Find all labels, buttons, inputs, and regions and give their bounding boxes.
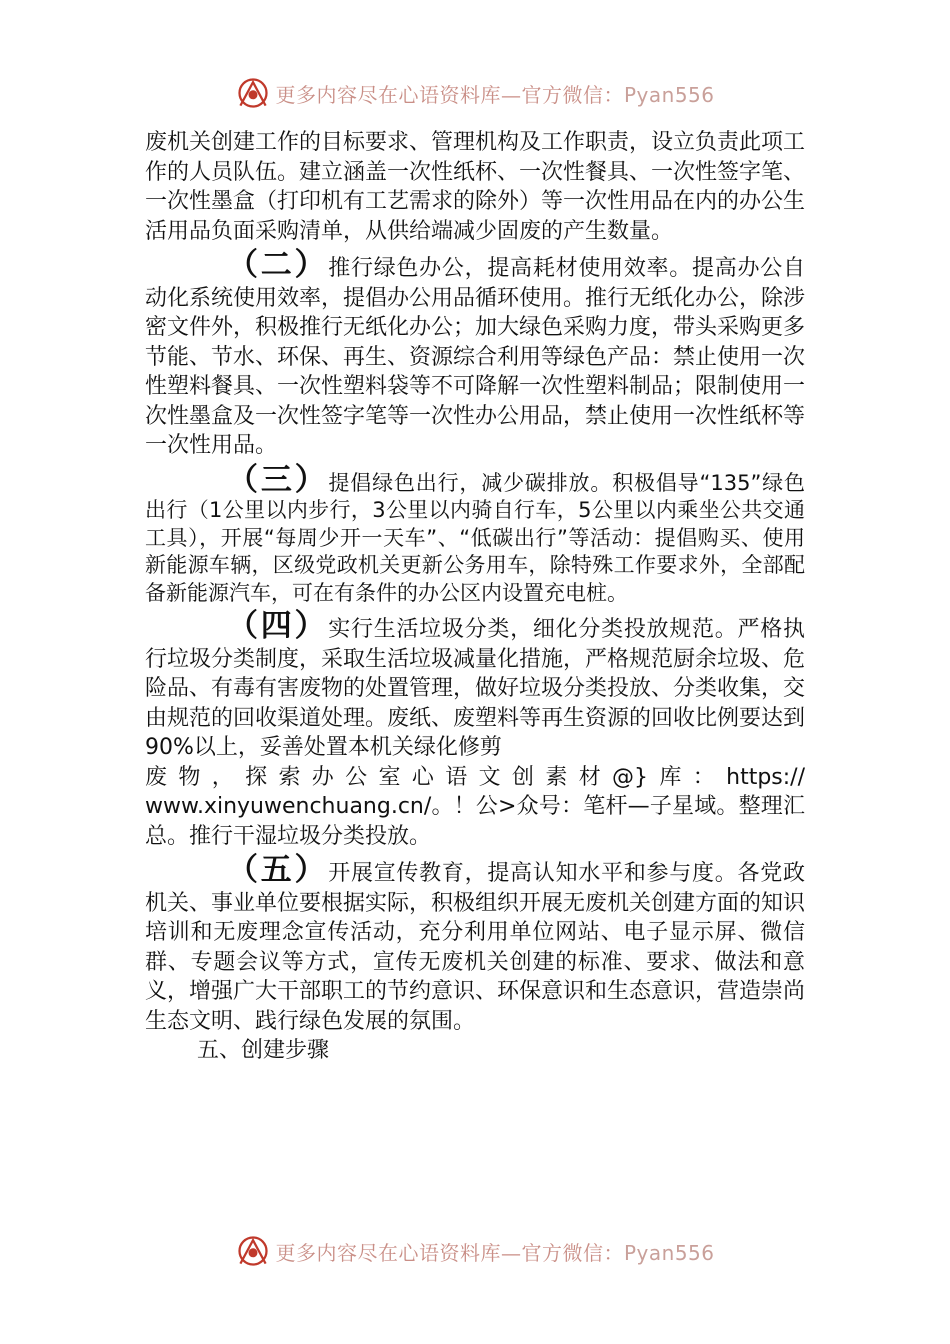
paragraph-1: 废机关创建工作的目标要求、管理机构及工作职责，设立负责此项工作的人员队伍。建立涵盖一次性纸杯、一次性餐具、一次性签字笔、一次性墨盒（打印机有工艺需求的除外）等一次性用品在内的办公生活用品负面采购清单，从供给端减少固废的产生数量。 [145,130,806,244]
section-heading-5: 五、创建步骤 [197,1038,330,1063]
item-number-2: （二） [227,247,329,283]
paragraph-4-url-line: 废物，探索办公室心语文创素材@}库：https:// [145,764,805,790]
header-watermark [0,73,950,113]
paragraph-3: （三）提倡绿色出行，减少碳排放。积极倡导“135”绿色出行（1公里以内步行，3公里以内骑自行车，5公里以内乘坐公共交通工具），开展“每周少开一天车”、“低碳出行”等活动：提倡购买、使用新能源车辆，区级党政机关更新公务用车，除特殊工作要求外，全部配备新能源汽车，可在有条件的办公区内设置充电桩。 [145,461,806,605]
paragraph-2: （二）推行绿色办公，提高耗材使用效率。提高办公自动化系统使用效率，提倡办公用品循环使用。推行无纸化办公，除涉密文件外，积极推行无纸化办公；加大绿色采购力度，带头采购更多节能、节水、环保、再生、资源综合利用等绿色产品：禁止使用一次性塑料餐具、一次性塑料袋等不可降解一次性塑料制品；限制使用一次性墨盒及一次性签字笔等一次性办公用品，禁止使用一次性纸杯等一次性用品。 [145,247,806,458]
item-number-5: （五） [227,852,329,888]
logo-icon [235,75,271,111]
paragraph-4: （四）实行生活垃圾分类，细化分类投放规范。严格执行垃圾分类制度，采取生活垃圾减量化措施，严格规范厨余垃圾、危险品、有毒有害废物的处置管理，做好垃圾分类投放、分类收集，交由规范的回收渠道处理。废纸、废塑料等再生资源的回收比例要达到90%以上，妥善处置本机关绿化修剪 [145,608,806,760]
item-number-4: （四） [227,608,329,644]
watermark-text: 更多内容尽在心语资料库—官方微信：Pyan556 [275,82,715,107]
item-number-3: （三） [227,461,329,498]
footer-watermark [0,1231,950,1271]
paragraph-5: （五）开展宣传教育，提高认知水平和参与度。各党政机关、事业单位要根据实际，积极组织开展无废机关创建方面的知识培训和无废理念宣传活动，充分利用单位网站、电子显示屏、微信群、专题会议等方式，宣传无废机关创建的标准、要求、做法和意义，增强广大干部职工的节约意识、环保意识和生态意识，营造崇尚生态文明、践行绿色发展的氛围。 [145,852,806,1034]
document-body [145,128,805,1066]
paragraph-4-end: www.xinyuwenchuang.cn/。！公>众号：笔杆—子星域。整理汇总。推行干湿垃圾分类投放。 [145,794,805,849]
logo-icon [235,1233,271,1269]
watermark-text: 更多内容尽在心语资料库—官方微信：Pyan556 [275,1240,715,1265]
